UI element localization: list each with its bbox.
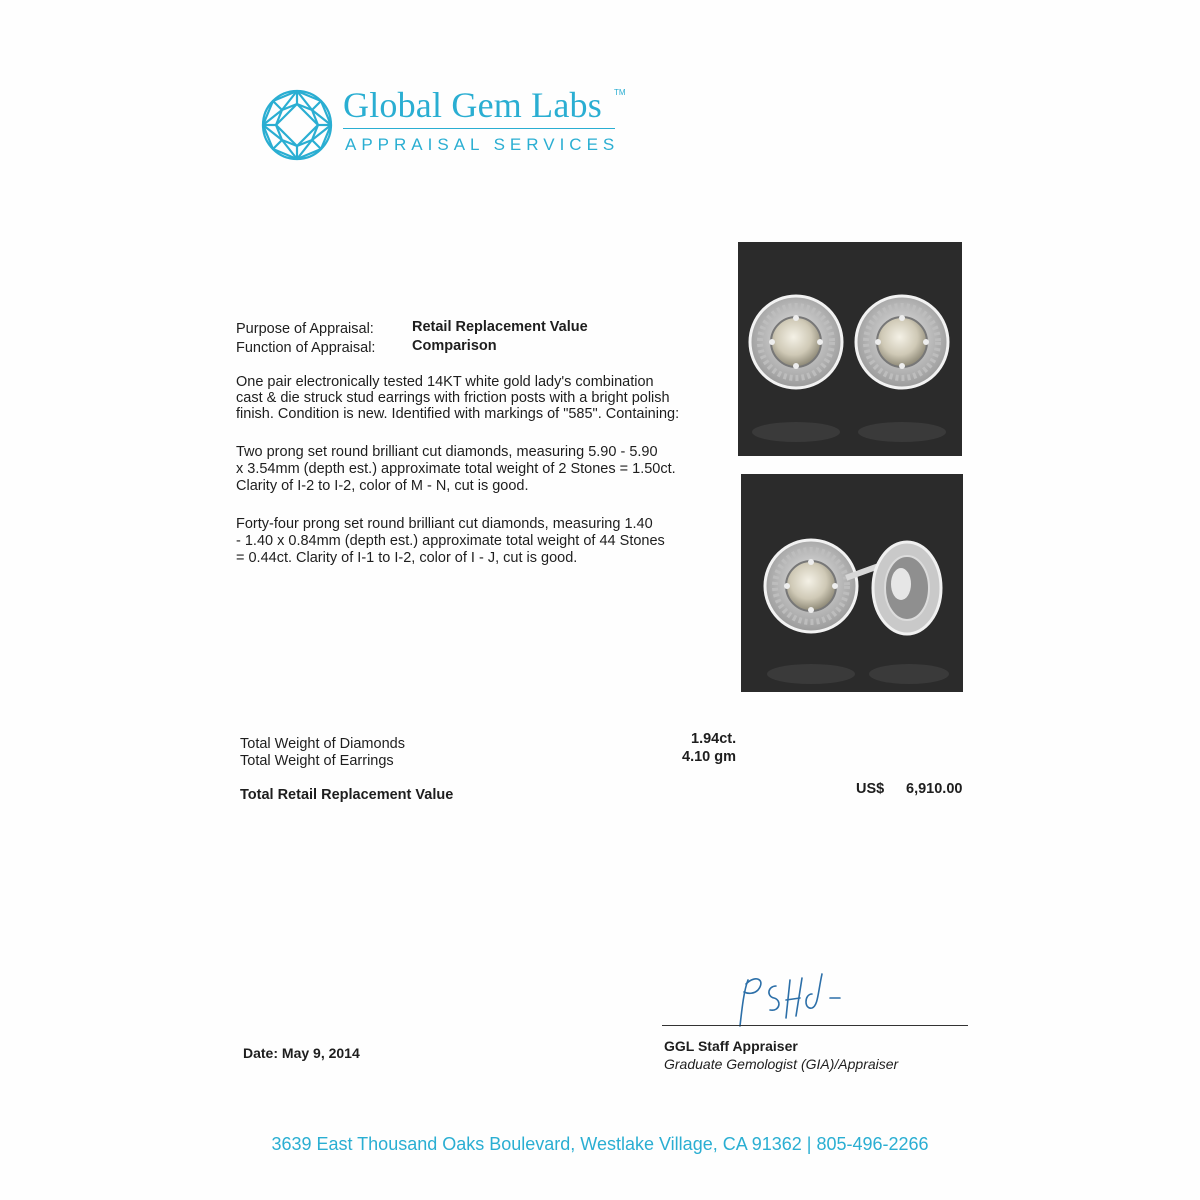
center-stones-line: x 3.54mm (depth est.) approximate total weight of 2 Stones = 1.50ct. xyxy=(236,461,676,477)
function-value: Comparison xyxy=(412,338,497,354)
earring-right-icon xyxy=(856,296,948,388)
halo-stones-line: Forty-four prong set round brilliant cut diamonds, measuring 1.40 xyxy=(236,516,653,532)
earrings-side-photo xyxy=(741,474,963,692)
center-stones-line: Two prong set round brilliant cut diamonds, measuring 5.90 - 5.90 xyxy=(236,444,658,460)
purpose-value: Retail Replacement Value xyxy=(412,319,588,335)
appraiser-credential: Graduate Gemologist (GIA)/Appraiser xyxy=(664,1056,899,1072)
halo-stones-line: = 0.44ct. Clarity of I-1 to I-2, color of I - J, cut is good. xyxy=(236,550,578,566)
trademark-mark: TM xyxy=(614,88,626,97)
item-description-line: finish. Condition is new. Identified with markings of "585". Containing: xyxy=(236,406,680,422)
earring-left-icon xyxy=(750,296,842,388)
earrings-front-photo xyxy=(738,242,962,456)
brand-divider xyxy=(343,128,615,129)
purpose-label: Purpose of Appraisal: xyxy=(236,321,374,337)
item-description-line: cast & die struck stud earrings with friction posts with a bright polish xyxy=(236,390,670,406)
total-value-amount: 6,910.00 xyxy=(906,781,963,797)
item-description-line: One pair electronically tested 14KT white gold lady's combination xyxy=(236,374,654,390)
diamond-weight-value: 1.94ct. xyxy=(691,731,737,747)
date-value: May 9, 2014 xyxy=(281,1045,360,1061)
appraiser-title: GGL Staff Appraiser xyxy=(664,1038,798,1054)
brand-subtitle: APPRAISAL SERVICES xyxy=(345,135,620,154)
earring-front-icon xyxy=(765,540,857,632)
brand-name: Global Gem Labs xyxy=(343,85,602,125)
function-label: Function of Appraisal: xyxy=(236,340,376,356)
gem-logo-icon xyxy=(260,88,334,162)
earring-weight-label: Total Weight of Earrings xyxy=(240,753,394,769)
appraiser-signature xyxy=(730,968,850,1032)
currency-label: US$ xyxy=(856,781,885,797)
halo-stones-line: - 1.40 x 0.84mm (depth est.) approximate total weight of 44 Stones xyxy=(236,533,665,549)
date-block xyxy=(243,1045,360,1061)
footer-address: 3639 East Thousand Oaks Boulevard, Westlake Village, CA 91362 | 805-496-2266 xyxy=(271,1134,929,1154)
signature-line xyxy=(662,1025,968,1026)
diamond-weight-label: Total Weight of Diamonds xyxy=(240,736,405,752)
earring-weight-value: 4.10 gm xyxy=(682,749,736,765)
total-value-label: Total Retail Replacement Value xyxy=(240,787,454,803)
date-label: Date: xyxy=(243,1045,279,1061)
center-stones-line: Clarity of I-2 to I-2, color of M - N, cut is good. xyxy=(236,478,529,494)
